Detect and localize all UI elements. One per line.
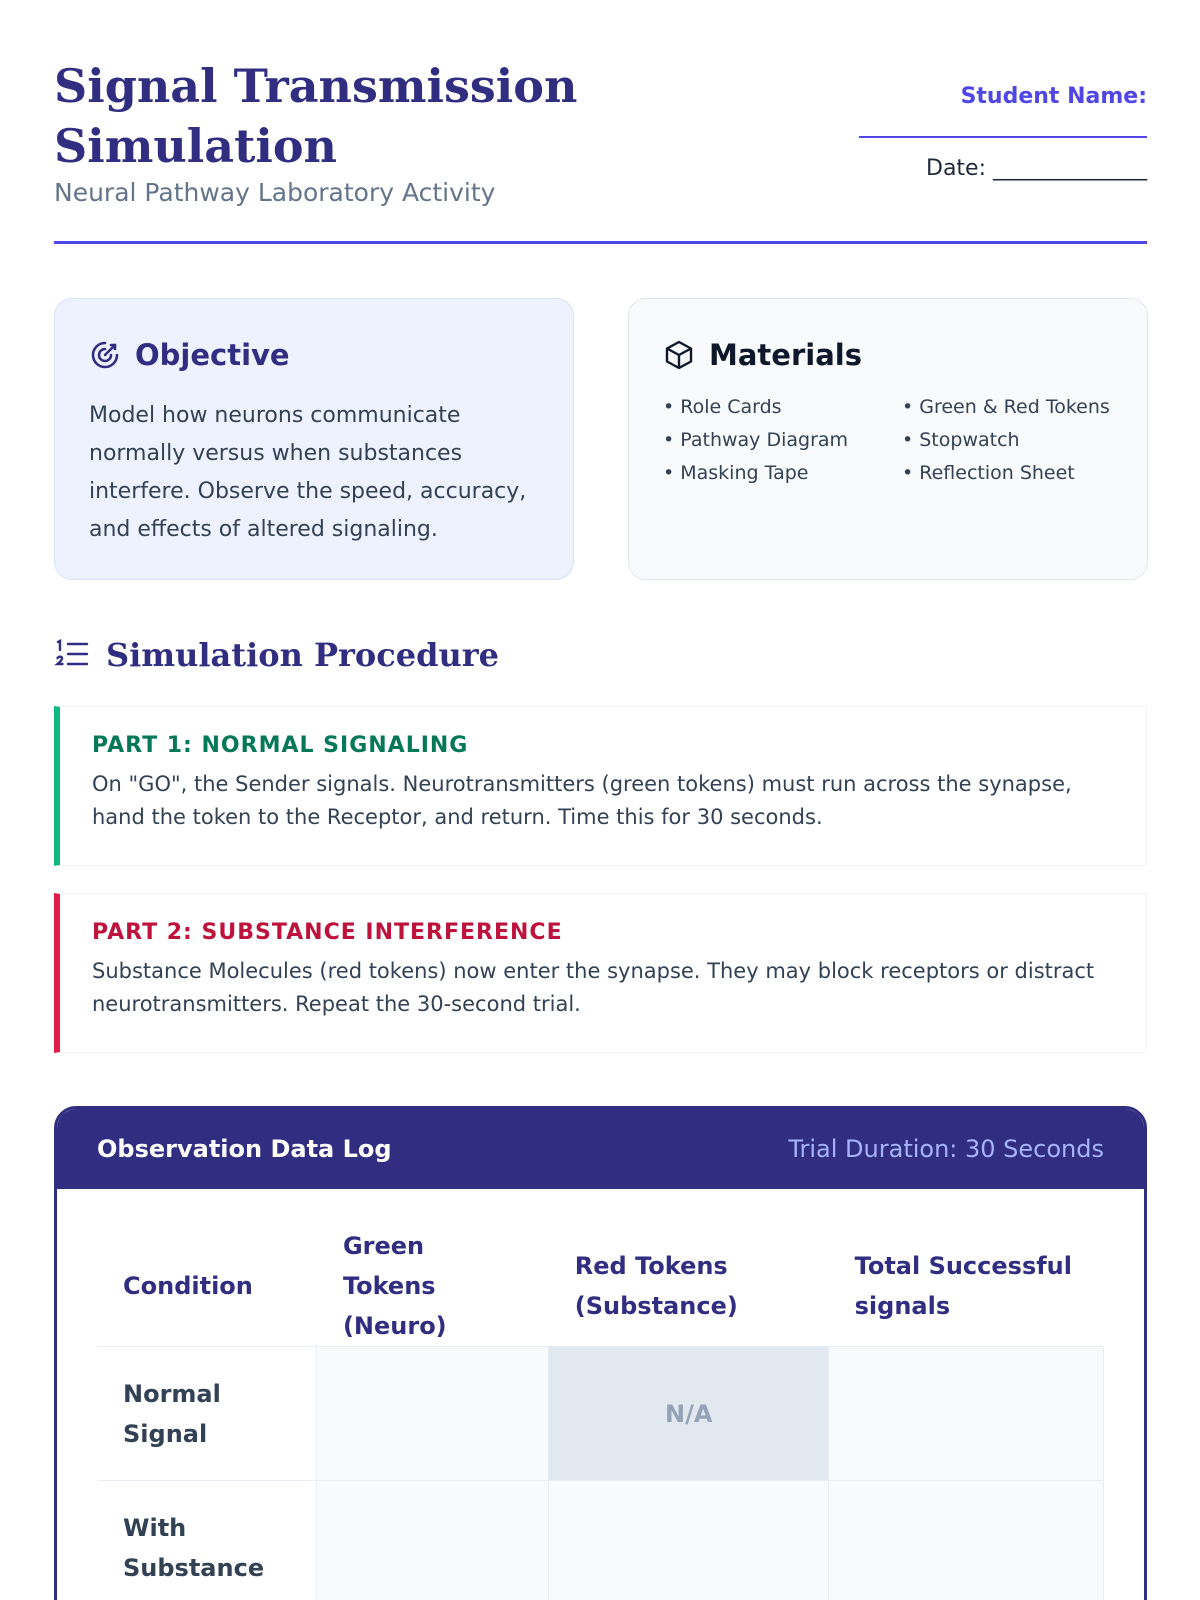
box-icon bbox=[663, 339, 695, 371]
data-table bbox=[97, 1226, 1104, 1600]
green-tokens-cell[interactable] bbox=[317, 1347, 549, 1481]
part-text: On "GO", the Sender signals. Neurotransmitters (green tokens) must run across the synapse, hand the token to the Receptor, and return. Time this for 30 seconds. bbox=[92, 772, 1072, 829]
material-item: • Pathway Diagram bbox=[663, 429, 849, 451]
part-title: PART 2: SUBSTANCE INTERFERENCE bbox=[92, 920, 563, 945]
materials-list bbox=[663, 395, 1113, 486]
total-signals-cell[interactable] bbox=[829, 1481, 1104, 1600]
trial-duration: Trial Duration: 30 Seconds bbox=[788, 1135, 1104, 1163]
student-name-label: Student Name: bbox=[960, 84, 1147, 109]
data-log-header bbox=[57, 1109, 1144, 1189]
worksheet-page bbox=[54, 0, 1147, 1582]
material-item: • Reflection Sheet bbox=[902, 462, 1075, 484]
column-header-green-tokens: Green Tokens (Neuro) bbox=[342, 1232, 447, 1340]
procedure-part-1 bbox=[54, 706, 1147, 866]
ordered-list-icon bbox=[54, 637, 90, 673]
procedure-heading bbox=[54, 636, 499, 674]
date-field[interactable]: Date: ______________ bbox=[926, 156, 1147, 181]
objective-card bbox=[54, 298, 574, 580]
condition-cell: Normal Signal bbox=[97, 1347, 317, 1481]
red-tokens-cell[interactable] bbox=[549, 1481, 829, 1600]
student-name-field[interactable] bbox=[859, 136, 1147, 138]
part-title: PART 1: NORMAL SIGNALING bbox=[92, 733, 469, 758]
procedure-part-2 bbox=[54, 893, 1147, 1053]
part-text: Substance Molecules (red tokens) now enter the synapse. They may block receptors or distract neurotransmitters. Repeat the 30-second trial. bbox=[92, 959, 1095, 1016]
table-row bbox=[97, 1481, 1104, 1600]
column-header-red-tokens: Red Tokens (Substance) bbox=[574, 1252, 738, 1320]
page-subtitle: Neural Pathway Laboratory Activity bbox=[54, 178, 496, 207]
worksheet-header bbox=[54, 0, 1147, 244]
condition-cell: With Substance bbox=[97, 1481, 317, 1600]
material-item: • Green & Red Tokens bbox=[902, 396, 1110, 418]
target-icon bbox=[89, 339, 121, 371]
material-item: • Role Cards bbox=[663, 396, 782, 418]
material-item: • Stopwatch bbox=[902, 429, 1020, 451]
materials-card bbox=[628, 298, 1148, 580]
objective-text: Model how neurons communicate normally versus when substances interfere. Observe the speed, accuracy, and effects of altered signaling. bbox=[89, 403, 527, 542]
red-tokens-cell: N/A bbox=[549, 1347, 829, 1481]
procedure-title: Simulation Procedure bbox=[106, 636, 499, 674]
column-header-condition: Condition bbox=[123, 1272, 253, 1300]
column-header-total-signals: Total Successful signals bbox=[854, 1252, 1072, 1320]
material-item: • Masking Tape bbox=[663, 462, 809, 484]
data-log-title: Observation Data Log bbox=[97, 1135, 392, 1163]
objective-title: Objective bbox=[135, 338, 290, 372]
page-title: Signal Transmission Simulation bbox=[54, 59, 578, 173]
green-tokens-cell[interactable] bbox=[317, 1481, 549, 1600]
total-signals-cell[interactable] bbox=[829, 1347, 1104, 1481]
observation-data-log bbox=[54, 1106, 1147, 1600]
table-row bbox=[97, 1347, 1104, 1481]
materials-title: Materials bbox=[709, 338, 862, 372]
